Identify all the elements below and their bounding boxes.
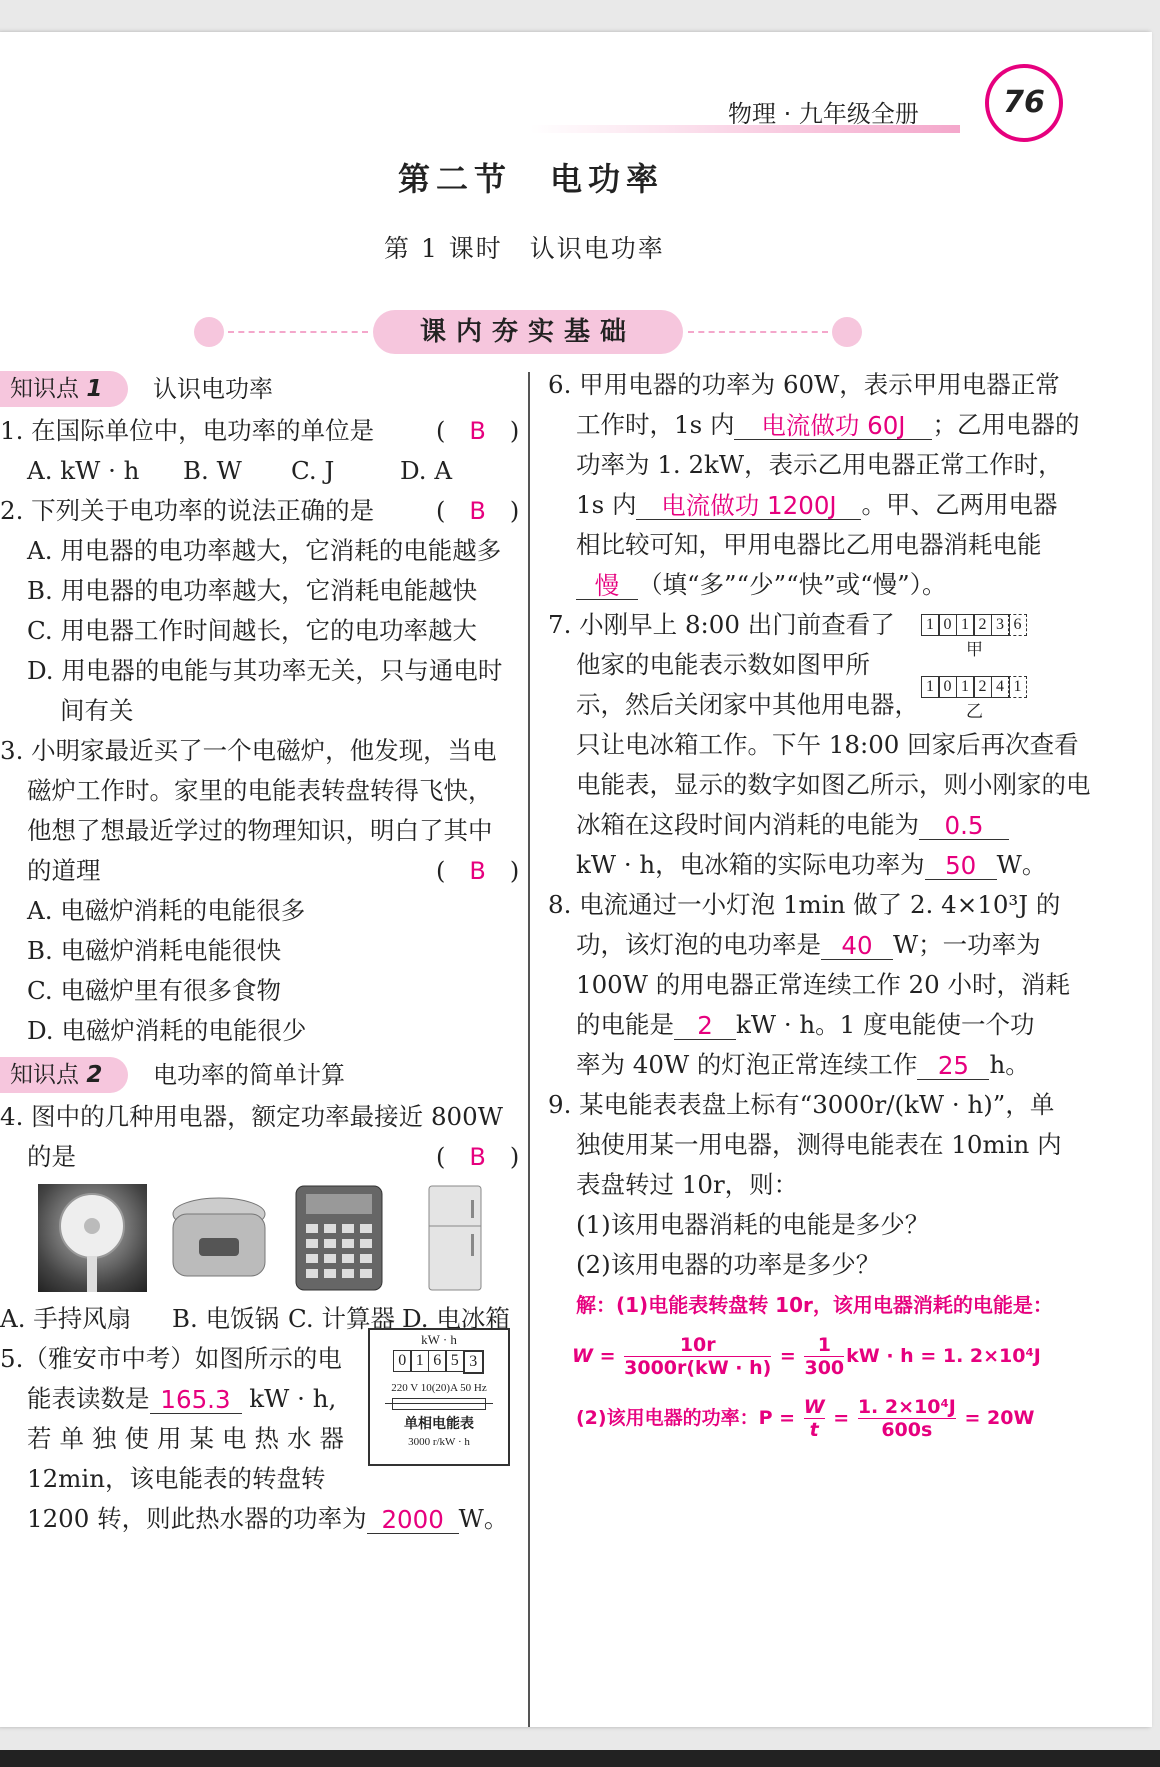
q9-solution-p: (2)该用电器的功率：P = $\frac{W}{t}$ = $\frac{\text{1. 2×10⁴J}}{600s}$ = 20W (576, 1396, 1035, 1441)
fridge-icon (425, 1184, 485, 1292)
column-divider (528, 372, 530, 1727)
knowledge-point-2-title: 电功率的简单计算 (153, 1061, 345, 1089)
q7-meter-yi-label: 乙 (966, 702, 983, 721)
q4-label-c: C. 计算器 (288, 1304, 395, 1333)
q5-line-5 (27, 1504, 508, 1534)
q4-label-d: D. 电冰箱 (402, 1304, 510, 1333)
banner-label (373, 310, 683, 354)
kp1-tag-text: 知识点 (10, 376, 79, 402)
calculator-icon (294, 1184, 384, 1292)
q5-meter-spec: 220 V 10(20)A 50 Hz (391, 1382, 487, 1394)
q7-yi-digit: 1 (1008, 676, 1027, 698)
q3-answer-paren: ( B ) (436, 857, 520, 885)
q7-yi-digit: 1 (956, 676, 975, 698)
knowledge-point-1-title: 认识电功率 (153, 375, 273, 403)
q5-line-3: 若单独使用某电热水器 (27, 1424, 352, 1453)
q7-line-4: 只让电冰箱工作。下午 18:00 回家后再次查看 (576, 730, 1079, 759)
q7-yi-digit: 0 (938, 676, 957, 698)
q7-jia-digit: 1 (921, 614, 940, 636)
q5-meter-name: 单相电能表 (404, 1416, 474, 1432)
q8-answer-1: 40 (821, 931, 893, 960)
q9-f2-num: 1 (804, 1334, 844, 1357)
q8-line-1: 8. 电流通过一小灯泡 1min 做了 2. 4×10³J 的 (548, 890, 1061, 919)
q8-line-4b: kW · h。1 度电能使一个功 (736, 1010, 1035, 1039)
q6-line-4b: 。甲、乙两用电器 (861, 490, 1058, 519)
q6-line-2b: ；乙用电器的 (932, 410, 1080, 439)
kp2-tag-text: 知识点 (10, 1062, 79, 1088)
q5-meter-unit: kW · h (421, 1332, 457, 1347)
q8-line-5a: 率为 40W 的灯泡正常连续工作 (576, 1050, 918, 1079)
q5-digit: 6 (428, 1350, 447, 1372)
q2-answer: B (469, 497, 486, 525)
banner-left-arrow (194, 317, 224, 347)
rice-cooker-icon (167, 1192, 271, 1292)
q2-option-c: C. 用电器工作时间越长，它的电功率越大 (27, 616, 477, 645)
q9-w-rhs: kW · h = 1. 2×10⁴J (846, 1345, 1041, 1367)
q9-solution-1: 解：(1)电能表转盘转 10r，该用电器消耗的电能是： (576, 1293, 1053, 1317)
banner-text: 课内夯实基础 (419, 317, 636, 347)
q4-label-a: A. 手持风扇 (0, 1304, 132, 1333)
q3-line-4: 的道理 (27, 856, 101, 885)
q5-line-4: 12min，该电能表的转盘转 (27, 1464, 326, 1493)
q8-answer-2: 2 (674, 1011, 736, 1040)
q8-line-4a: 的电能是 (576, 1010, 674, 1039)
q3-option-c: C. 电磁炉里有很多食物 (27, 976, 281, 1005)
q6-answer-2: 电流做功 1200J (636, 491, 861, 520)
q5-line-5b: W。 (458, 1504, 509, 1533)
q9-p-rhs: = 20W (964, 1407, 1035, 1429)
kp2-num: 2 (86, 1062, 103, 1088)
q8-answer-3: 25 (917, 1051, 989, 1080)
q6-line-4a: 1s 内 (576, 490, 637, 519)
q4-label-b: B. 电饭锅 (172, 1304, 280, 1333)
knowledge-point-2-tag (0, 1057, 128, 1093)
q7-answer-2: 50 (925, 851, 997, 880)
banner-right-arrow (832, 317, 862, 347)
q9-f4-den: 600s (881, 1419, 933, 1441)
rice-cooker-image (167, 1192, 271, 1292)
q9-sub-2: (2)该用电器的功率是多少？ (576, 1250, 881, 1279)
q5-line-5a: 1200 转，则此热水器的功率为 (27, 1504, 367, 1533)
workbook-page (0, 32, 1152, 1727)
q2-option-d-cont: 间有关 (60, 696, 134, 725)
q9-f2-den: 300 (804, 1357, 845, 1379)
q2-option-b: B. 用电器的电功率越大，它消耗电能越快 (27, 576, 478, 605)
q3-option-b: B. 电磁炉消耗电能很快 (27, 936, 282, 965)
q7-line-7b: W。 (996, 850, 1047, 879)
q7-jia-digit: 3 (991, 614, 1010, 636)
q6-line-4 (576, 490, 1057, 520)
q7-line-7 (576, 850, 1046, 880)
q6-line-5: 相比较可知，甲用电器比乙用电器消耗电能 (576, 530, 1042, 559)
q2-option-a: A. 用电器的电功率越大，它消耗的电能越多 (27, 536, 502, 565)
q8-line-2a: 功，该灯泡的电功率是 (576, 930, 821, 959)
q9-f1-num: 10r (624, 1334, 771, 1357)
calculator-image (294, 1184, 384, 1292)
q9-fraction-4 (858, 1396, 956, 1441)
q7-yi-digit: 1 (921, 676, 940, 698)
q7-yi-digit: 4 (991, 676, 1010, 698)
q7-line-2: 他家的电能表示数如图甲所 (576, 650, 870, 679)
q5-line-2b: kW · h, (249, 1384, 337, 1413)
q9-f3-num: W (803, 1396, 825, 1418)
q6-line-3: 功率为 1. 2kW，表示乙用电器正常工作时， (576, 450, 1063, 479)
q6-line-1: 6. 甲用电器的功率为 60W，表示甲用电器正常 (548, 370, 1060, 399)
q7-yi-digit: 2 (973, 676, 992, 698)
q9-solution-w: W = $\frac{10r}{3000r(kW \cdot h)}$ = $\frac{1}{300}$ kW · h = 1. 2×10⁴J (572, 1334, 1041, 1379)
q7-line-6a: 冰箱在这段时间内消耗的电能为 (576, 810, 919, 839)
q7-jia-digit: 6 (1008, 614, 1027, 636)
q7-meter-jia-digits (922, 614, 1027, 636)
q1-option-a: A. kW · h (27, 456, 140, 485)
q9-f1-den: 3000r(kW · h) (624, 1357, 772, 1379)
q1-stem: 1. 在国际单位中，电功率的单位是 (0, 416, 375, 445)
q7-meter-jia-label: 甲 (966, 640, 983, 659)
q1-option-c: C. J (291, 456, 335, 485)
q5-digit: 1 (410, 1350, 429, 1372)
q8-line-2b: W；一功率为 (893, 930, 1041, 959)
q9-line-2: 独使用某一用电器，测得电能表在 10min 内 (576, 1130, 1062, 1159)
q7-meter-yi (922, 676, 1027, 726)
q5-line-2a: 能表读数是 (27, 1384, 150, 1413)
page-number: 76 (1003, 85, 1045, 120)
q9-fraction-3 (804, 1396, 825, 1441)
q7-line-6 (576, 810, 1009, 840)
q6-line-6b: （填“多”“少”“快”或“慢”）。 (638, 570, 947, 599)
q2-option-d: D. 用电器的电能与其功率无关，只与通电时 (27, 656, 503, 685)
fan-image (38, 1184, 147, 1292)
q8-line-4 (576, 1010, 1035, 1040)
q7-line-3: 示，然后关闭家中其他用电器， (576, 690, 919, 719)
q2-stem: 2. 下列关于电功率的说法正确的是 (0, 496, 375, 525)
q5-line-1: 5.（雅安市中考）如图所示的电 (0, 1344, 342, 1373)
q1-answer-paren: ( B ) (436, 417, 520, 445)
q8-line-2 (576, 930, 1041, 960)
q7-line-7a: kW · h，电冰箱的实际电功率为 (576, 850, 925, 879)
q8-line-5b: h。 (989, 1050, 1030, 1079)
q7-jia-digit: 0 (938, 614, 957, 636)
q9-fraction-1 (624, 1334, 771, 1379)
q6-answer-1: 电流做功 60J (734, 411, 932, 440)
q5-digit: 0 (393, 1350, 412, 1372)
q5-answer-1: 165.3 (150, 1385, 242, 1414)
q7-line-1: 7. 小刚早上 8:00 出门前查看了 (548, 610, 895, 639)
q7-answer-1: 0.5 (919, 811, 1009, 840)
q7-line-5: 电能表，显示的数字如图乙所示，则小刚家的电 (576, 770, 1091, 799)
q9-f4-num: 1. 2×10⁴J (857, 1396, 956, 1418)
q3-line-1: 3. 小明家最近买了一个电磁炉，他发现，当电 (0, 736, 497, 765)
q9-f3-den: t (809, 1419, 819, 1441)
q2-answer-paren: ( B ) (436, 497, 520, 525)
banner-left-dashes (228, 331, 368, 333)
fan-icon (38, 1184, 147, 1292)
q9-line-1: 9. 某电能表表盘上标有“3000r/(kW · h)”，单 (548, 1090, 1055, 1119)
q9-w-lhs: W = (572, 1345, 616, 1367)
q1-option-d: D. A (400, 456, 453, 485)
section-title: 第二节 电功率 (398, 160, 665, 198)
q7-meter-jia (922, 614, 1027, 664)
q1-option-b: B. W (183, 456, 242, 485)
q5-digit: 3 (463, 1350, 484, 1374)
q7-jia-digit: 2 (973, 614, 992, 636)
knowledge-point-1-tag (0, 371, 128, 407)
q9-sub-1: (1)该用电器消耗的电能是多少？ (576, 1210, 930, 1239)
q8-line-5 (576, 1050, 1030, 1080)
kp1-num: 1 (86, 376, 103, 402)
q5-answer-2: 2000 (367, 1505, 459, 1534)
q1-answer: B (469, 417, 486, 445)
q5-line-2 (27, 1384, 336, 1414)
q5-meter-digits (370, 1350, 508, 1374)
q9-fraction-2 (804, 1334, 844, 1379)
lesson-title: 第 1 课时 认识电功率 (384, 234, 665, 263)
q3-option-a: A. 电磁炉消耗的电能很多 (27, 896, 306, 925)
header-subject: 物理 · 九年级全册 (728, 100, 919, 128)
q3-option-d: D. 电磁炉消耗的电能很少 (27, 1016, 307, 1045)
banner-right-dashes (688, 331, 828, 333)
q5-digit: 5 (445, 1350, 464, 1372)
q3-answer: B (469, 857, 486, 885)
q3-line-2: 磁炉工作时。家里的电能表转盘转得飞快， (27, 776, 493, 805)
q9-line-3: 表盘转过 10r，则： (576, 1170, 799, 1199)
q7-jia-digit: 1 (956, 614, 975, 636)
bottom-bar (0, 1750, 1160, 1767)
q6-line-6 (576, 570, 946, 600)
q4-answer-paren: ( B ) (436, 1143, 520, 1171)
q7-meter-yi-digits (922, 676, 1027, 698)
q3-line-3: 他想了想最近学过的物理知识，明白了其中 (27, 816, 493, 845)
q6-line-2 (576, 410, 1079, 440)
q4-answer: B (469, 1143, 486, 1171)
page-number-badge (985, 64, 1063, 142)
q5-meter-rate: 3000 r/kW · h (408, 1436, 470, 1448)
q6-line-2a: 工作时，1s 内 (576, 410, 735, 439)
fridge-image (425, 1184, 485, 1292)
q5-meter-dial (392, 1398, 486, 1410)
q6-answer-3: 慢 (576, 571, 638, 600)
q9-sol2: (2)该用电器的功率：P = (576, 1407, 796, 1429)
q4-line-1: 4. 图中的几种用电器，额定功率最接近 800W (0, 1102, 503, 1131)
q5-energy-meter (368, 1328, 510, 1466)
q4-line-2: 的是 (27, 1142, 76, 1171)
q8-line-3: 100W 的用电器正常连续工作 20 小时，消耗 (576, 970, 1070, 999)
